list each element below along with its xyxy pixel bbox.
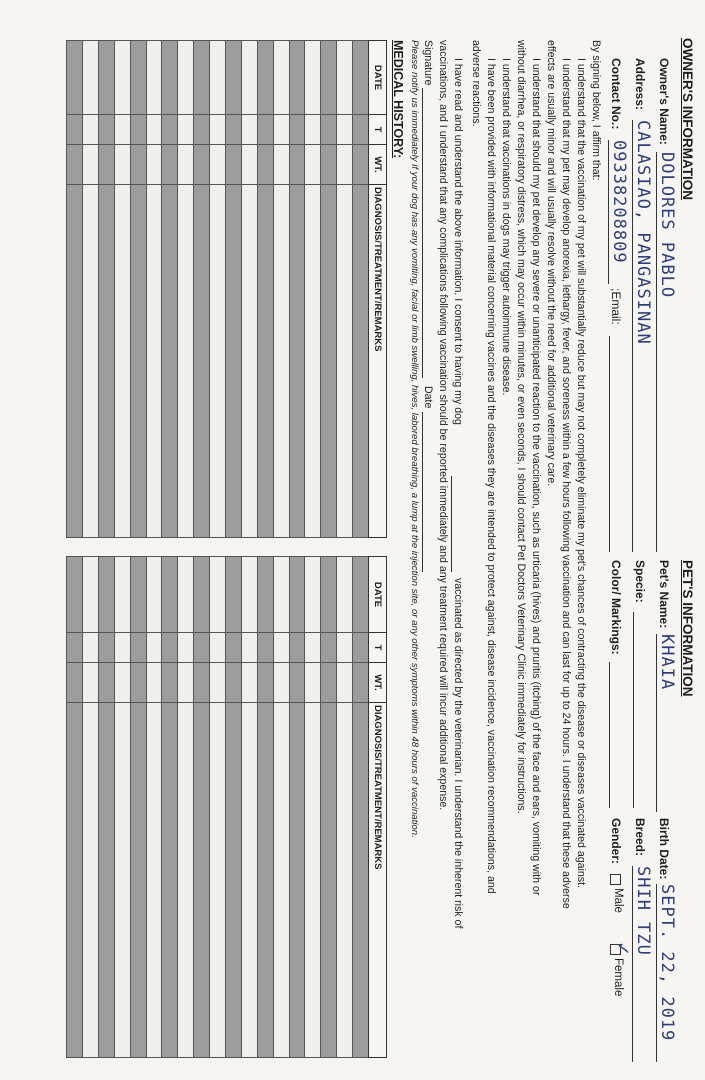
temp-cell[interactable] [67, 115, 83, 145]
col-weight-header: WT. [369, 145, 387, 185]
table-row [98, 41, 114, 538]
temp-cell[interactable] [146, 115, 162, 145]
specie-value[interactable] [633, 612, 653, 808]
weight-cell[interactable] [353, 663, 369, 703]
remarks-cell[interactable] [225, 703, 241, 1058]
date-cell[interactable] [98, 41, 114, 115]
weight-cell[interactable] [257, 145, 273, 185]
temp-cell[interactable] [337, 115, 353, 145]
table-row [82, 557, 98, 1058]
date-cell[interactable] [114, 557, 130, 633]
temp-cell[interactable] [178, 633, 194, 663]
breed-value[interactable]: SHIH TZU [632, 866, 653, 1062]
date-cell[interactable] [82, 41, 98, 115]
temp-cell[interactable] [321, 115, 337, 145]
remarks-cell[interactable] [82, 185, 98, 538]
table-row [130, 41, 146, 538]
weight-cell[interactable] [353, 145, 369, 185]
table-row [353, 41, 369, 538]
weight-cell[interactable] [225, 663, 241, 703]
weight-cell[interactable] [337, 145, 353, 185]
table-row [130, 557, 146, 1058]
table-row [194, 557, 210, 1058]
email-label: ;Email: [609, 288, 623, 325]
temp-cell[interactable] [241, 115, 257, 145]
temp-cell[interactable] [257, 633, 273, 663]
weight-cell[interactable] [67, 145, 83, 185]
weight-cell[interactable] [273, 663, 289, 703]
remarks-cell[interactable] [194, 185, 210, 538]
medical-history-table-left [66, 40, 387, 538]
remarks-cell[interactable] [225, 185, 241, 538]
email-value[interactable] [609, 336, 629, 552]
date-cell[interactable] [130, 557, 146, 633]
signature-label: Signature [422, 40, 434, 86]
remarks-cell[interactable] [273, 703, 289, 1058]
temp-cell[interactable] [225, 633, 241, 663]
remarks-cell[interactable] [321, 185, 337, 538]
table-row [337, 557, 353, 1058]
date-cell[interactable] [98, 557, 114, 633]
temp-cell[interactable] [162, 633, 178, 663]
remarks-cell[interactable] [321, 703, 337, 1058]
date-cell[interactable] [353, 41, 369, 115]
table-row [305, 557, 321, 1058]
table-row [114, 41, 130, 538]
remarks-cell[interactable] [337, 185, 353, 538]
date-cell[interactable] [337, 557, 353, 633]
weight-cell[interactable] [241, 663, 257, 703]
weight-cell[interactable] [67, 663, 83, 703]
remarks-cell[interactable] [130, 185, 146, 538]
table-row [289, 41, 305, 538]
date-cell[interactable] [194, 557, 210, 633]
weight-cell[interactable] [98, 663, 114, 703]
remarks-cell[interactable] [305, 185, 321, 538]
remarks-cell[interactable] [273, 185, 289, 538]
col-temp-header: T [369, 633, 387, 663]
table-row [194, 41, 210, 538]
remarks-cell[interactable] [114, 703, 130, 1058]
table-row [98, 557, 114, 1058]
signature-line[interactable] [422, 88, 435, 378]
remarks-cell[interactable] [210, 703, 226, 1058]
table-row [273, 41, 289, 538]
owner-heading: OWNER'S INFORMATION [680, 38, 695, 200]
weight-cell[interactable] [210, 663, 226, 703]
remarks-cell[interactable] [241, 703, 257, 1058]
date-cell[interactable] [321, 41, 337, 115]
date-cell[interactable] [162, 41, 178, 115]
date-cell[interactable] [178, 41, 194, 115]
remarks-cell[interactable] [241, 185, 257, 538]
weight-cell[interactable] [130, 145, 146, 185]
col-temp-header: T [369, 115, 387, 145]
temp-cell[interactable] [114, 115, 130, 145]
col-remarks-header: DIAGNOSIS/TREATMENT/REMARKS [369, 185, 387, 538]
date-cell[interactable] [337, 41, 353, 115]
table-row [321, 557, 337, 1058]
weight-cell[interactable] [114, 663, 130, 703]
weight-cell[interactable] [210, 145, 226, 185]
date-cell[interactable] [225, 41, 241, 115]
color-markings-label: Color/ Markings: [609, 560, 623, 655]
breed-label: Breed: [633, 818, 647, 857]
consent-p6-line2: vaccinations, and I understand that any complications following vaccination should be reported immediately and any treatment required will incur additional expense. [437, 40, 449, 811]
temp-cell[interactable] [257, 115, 273, 145]
remarks-cell[interactable] [114, 185, 130, 538]
remarks-cell[interactable] [178, 185, 194, 538]
temp-cell[interactable] [225, 115, 241, 145]
temp-cell[interactable] [273, 633, 289, 663]
consent-intro: By signing below, I affirm that: [590, 40, 602, 181]
date-cell[interactable] [67, 41, 83, 115]
temp-cell[interactable] [305, 633, 321, 663]
temp-cell[interactable] [337, 633, 353, 663]
gender-male-checkbox[interactable] [610, 874, 621, 885]
temp-cell[interactable] [289, 633, 305, 663]
weight-cell[interactable] [289, 145, 305, 185]
consent-p4: I understand that vaccinations in dogs may trigger autoimmune disease. [500, 58, 512, 396]
remarks-cell[interactable] [146, 185, 162, 538]
table-row [82, 41, 98, 538]
col-date-header: DATE [369, 557, 387, 633]
date-cell[interactable] [225, 557, 241, 633]
weight-cell[interactable] [146, 145, 162, 185]
consent-p3-line1: I understand that should my pet develop any severe or unanticipated reaction to the vaccination, such as urticaria (hives) and pruritis (itching) of the face and ears, vomiting with or [530, 58, 542, 896]
date-cell[interactable] [82, 557, 98, 633]
date-cell[interactable] [305, 557, 321, 633]
date-cell[interactable] [353, 557, 369, 633]
contact-value[interactable]: 09338208809 [608, 140, 629, 284]
weight-cell[interactable] [321, 145, 337, 185]
date-line[interactable] [422, 412, 435, 572]
consent-p2-line1: I understand that my pet may develop anorexia, lethargy, fever, and soreness within a few hours following vaccination and can last for up to 24 hours. I understand that these adverse [560, 58, 572, 909]
remarks-cell[interactable] [353, 185, 369, 538]
consent-p5-line1: I have been provided with informational material concerning vaccines and the diseases they are intended to protect against, disease incidence, vaccination recommendations, and [485, 58, 497, 894]
table-row [353, 557, 369, 1058]
weight-cell[interactable] [337, 663, 353, 703]
table-row [114, 557, 130, 1058]
weight-cell[interactable] [305, 145, 321, 185]
remarks-cell[interactable] [353, 703, 369, 1058]
weight-cell[interactable] [130, 663, 146, 703]
weight-cell[interactable] [305, 663, 321, 703]
temp-cell[interactable] [353, 115, 369, 145]
table-row [67, 557, 83, 1058]
consent-p5-line2: adverse reactions. [470, 40, 482, 127]
table-row [257, 557, 273, 1058]
weight-cell[interactable] [162, 663, 178, 703]
consent-p6-part1: I have read and understand the above information. I consent to having my dog [452, 58, 464, 425]
temp-cell[interactable] [82, 115, 98, 145]
color-markings-value[interactable] [609, 662, 629, 808]
date-cell[interactable] [210, 557, 226, 633]
consent-p2-line2: effects are usually minor and will usually resolve without the need for additional veterinary care. [545, 40, 557, 487]
date-label: Date [422, 386, 434, 409]
weight-cell[interactable] [289, 663, 305, 703]
weight-cell[interactable] [114, 145, 130, 185]
date-cell[interactable] [241, 557, 257, 633]
table-row [289, 557, 305, 1058]
weight-cell[interactable] [162, 145, 178, 185]
remarks-cell[interactable] [178, 703, 194, 1058]
weight-cell[interactable] [194, 145, 210, 185]
owner-name-label: Owner's Name: [657, 58, 671, 145]
date-cell[interactable] [146, 557, 162, 633]
date-cell[interactable] [289, 41, 305, 115]
date-cell[interactable] [273, 557, 289, 633]
gender-label: Gender: [609, 818, 623, 865]
contact-label: Contact No.: [609, 58, 623, 130]
table-row [146, 41, 162, 538]
remarks-cell[interactable] [305, 703, 321, 1058]
temp-cell[interactable] [321, 633, 337, 663]
date-cell[interactable] [305, 41, 321, 115]
date-cell[interactable] [130, 41, 146, 115]
col-remarks-header: DIAGNOSIS/TREATMENT/REMARKS [369, 703, 387, 1058]
remarks-cell[interactable] [257, 703, 273, 1058]
table-row [241, 557, 257, 1058]
owner-address-label: Address: [633, 58, 647, 111]
owner-address-value[interactable]: CALASIAO, PANGASINAN [632, 120, 653, 552]
date-cell[interactable] [241, 41, 257, 115]
consent-p6-part2: vaccinated as directed by the veterinarian. I understand the inherent risk of [452, 578, 464, 929]
weight-cell[interactable] [146, 663, 162, 703]
temp-cell[interactable] [194, 115, 210, 145]
notice-text: Please notify us immediately if your dog has any vomiting, facial or limb swelling, hives, labored breathing, a lump at the injection site, or any other symptoms within 48 hours of vaccination. [409, 40, 420, 838]
table-row [273, 557, 289, 1058]
temp-cell[interactable] [162, 115, 178, 145]
checkmark-icon: ✓ [612, 941, 633, 957]
weight-cell[interactable] [98, 145, 114, 185]
temp-cell[interactable] [178, 115, 194, 145]
date-cell[interactable] [273, 41, 289, 115]
remarks-cell[interactable] [98, 185, 114, 538]
remarks-cell[interactable] [98, 703, 114, 1058]
weight-cell[interactable] [257, 663, 273, 703]
table-row [162, 557, 178, 1058]
table-row [178, 557, 194, 1058]
remarks-cell[interactable] [289, 703, 305, 1058]
table-row [337, 41, 353, 538]
temp-cell[interactable] [130, 115, 146, 145]
weight-cell[interactable] [82, 145, 98, 185]
specie-label: Specie: [633, 560, 647, 603]
date-cell[interactable] [178, 557, 194, 633]
temp-cell[interactable] [114, 633, 130, 663]
dog-name-blank[interactable] [451, 476, 465, 572]
weight-cell[interactable] [225, 145, 241, 185]
temp-cell[interactable] [210, 633, 226, 663]
remarks-cell[interactable] [337, 703, 353, 1058]
temp-cell[interactable] [210, 115, 226, 145]
temp-cell[interactable] [98, 633, 114, 663]
temp-cell[interactable] [194, 633, 210, 663]
medical-history-table-right [66, 556, 387, 1058]
table-row [241, 41, 257, 538]
weight-cell[interactable] [241, 145, 257, 185]
gender-female-text: Female [612, 958, 624, 997]
remarks-cell[interactable] [257, 185, 273, 538]
date-cell[interactable] [146, 41, 162, 115]
table-row [321, 41, 337, 538]
owner-name-value[interactable]: DOLORES PABLO [656, 152, 677, 552]
temp-cell[interactable] [146, 633, 162, 663]
weight-cell[interactable] [273, 145, 289, 185]
remarks-cell[interactable] [82, 703, 98, 1058]
pet-heading: PET'S INFORMATION [680, 560, 695, 697]
table-row [225, 557, 241, 1058]
pet-name-value[interactable]: KHAIA [656, 634, 677, 812]
consent-p3-line2: without diarrhea, or respiratory distress, which may occur within minutes, or even seconds, I should contact Pet Doctors Veterinary Clinic immediately for instructions. [515, 40, 527, 814]
gender-male-text: Male [612, 888, 624, 913]
date-cell[interactable] [257, 41, 273, 115]
temp-cell[interactable] [273, 115, 289, 145]
temp-cell[interactable] [289, 115, 305, 145]
table-row [305, 41, 321, 538]
table-row [162, 41, 178, 538]
table-row [225, 41, 241, 538]
temp-cell[interactable] [98, 115, 114, 145]
weight-cell[interactable] [178, 663, 194, 703]
temp-cell[interactable] [241, 633, 257, 663]
remarks-cell[interactable] [210, 185, 226, 538]
weight-cell[interactable] [194, 663, 210, 703]
weight-cell[interactable] [82, 663, 98, 703]
medical-history-heading: MEDICAL HISTORY: [391, 40, 405, 159]
table-row [67, 41, 83, 538]
table-row [210, 41, 226, 538]
col-date-header: DATE [369, 41, 387, 115]
temp-cell[interactable] [305, 115, 321, 145]
table-row [257, 41, 273, 538]
remarks-cell[interactable] [194, 703, 210, 1058]
table-row [210, 557, 226, 1058]
remarks-cell[interactable] [162, 703, 178, 1058]
birth-date-value[interactable]: SEPT. 22, 2019 [656, 884, 677, 1062]
remarks-cell[interactable] [67, 185, 83, 538]
date-cell[interactable] [289, 557, 305, 633]
weight-cell[interactable] [178, 145, 194, 185]
date-cell[interactable] [162, 557, 178, 633]
remarks-cell[interactable] [162, 185, 178, 538]
date-cell[interactable] [114, 41, 130, 115]
date-cell[interactable] [257, 557, 273, 633]
weight-cell[interactable] [321, 663, 337, 703]
col-weight-header: WT. [369, 663, 387, 703]
date-cell[interactable] [321, 557, 337, 633]
date-cell[interactable] [210, 41, 226, 115]
temp-cell[interactable] [82, 633, 98, 663]
table-row [178, 41, 194, 538]
consent-p1: I understand that the vaccination of my pet will substantially reduce but may not completely eliminate my pet's chances of contracting the disease or diseases vaccinated against. [575, 58, 587, 888]
temp-cell[interactable] [67, 633, 83, 663]
pet-name-label: Pet's Name: [657, 560, 671, 629]
remarks-cell[interactable] [289, 185, 305, 538]
date-cell[interactable] [67, 557, 83, 633]
date-cell[interactable] [194, 41, 210, 115]
birth-date-label: Birth Date: [657, 818, 671, 880]
temp-cell[interactable] [130, 633, 146, 663]
remarks-cell[interactable] [67, 703, 83, 1058]
table-row [146, 557, 162, 1058]
remarks-cell[interactable] [146, 703, 162, 1058]
remarks-cell[interactable] [130, 703, 146, 1058]
temp-cell[interactable] [353, 633, 369, 663]
